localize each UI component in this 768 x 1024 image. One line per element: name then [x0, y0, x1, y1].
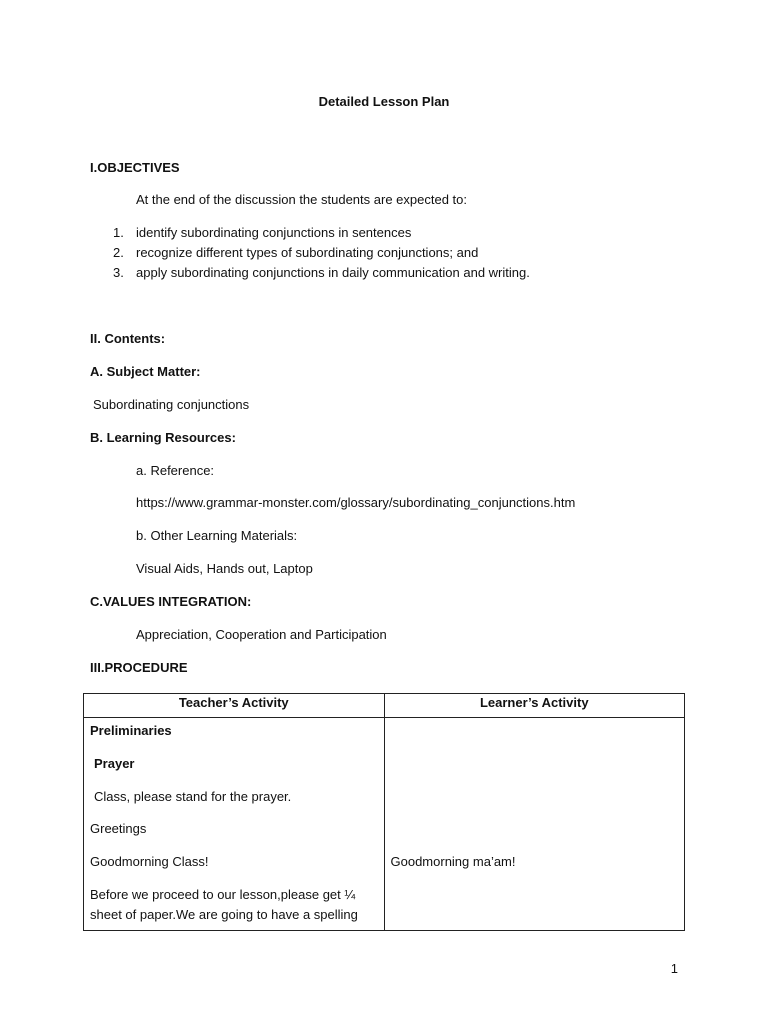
objectives-intro: At the end of the discussion the students are expected to: [136, 192, 467, 207]
list-item-number: 1. [113, 225, 124, 240]
table-header-row [84, 694, 685, 718]
proceed-text-line-1: Before we proceed to our lesson,please get ¼ [90, 887, 356, 902]
prayer-label: Prayer [94, 756, 135, 771]
subject-matter-text: Subordinating conjunctions [93, 397, 250, 412]
greeting-text: Goodmorning Class! [90, 854, 209, 869]
proceed-text-line-2: sheet of paper.We are going to have a spelling [90, 907, 358, 922]
learner-activity-header: Learner’s Activity [384, 694, 685, 718]
reference-label: a. Reference: [136, 463, 215, 478]
objectives-heading: I.OBJECTIVES [90, 160, 180, 175]
list-item [0, 265, 768, 281]
greeting-reply-text: Goodmorning ma’am! [390, 854, 516, 869]
list-item-text: apply subordinating conjunctions in daily communication and writing. [136, 265, 530, 280]
preliminaries-label: Preliminaries [90, 723, 172, 738]
list-item-number: 3. [113, 265, 124, 280]
reference-url[interactable]: https://www.grammar-monster.com/glossary/subordinating_conjunctions.htm [136, 495, 576, 510]
procedure-table [83, 693, 685, 931]
values-integration-heading: C.VALUES INTEGRATION: [90, 594, 252, 609]
values-integration-text: Appreciation, Cooperation and Participation [136, 627, 387, 642]
materials-label: b. Other Learning Materials: [136, 528, 298, 543]
list-item-number: 2. [113, 245, 124, 260]
list-item [0, 225, 768, 241]
list-item [0, 245, 768, 261]
list-item-text: identify subordinating conjunctions in sentences [136, 225, 412, 240]
procedure-heading: III.PROCEDURE [90, 660, 188, 675]
learning-resources-heading: B. Learning Resources: [90, 430, 236, 445]
list-item-text: recognize different types of subordinating conjunctions; and [136, 245, 479, 260]
subject-matter-heading: A. Subject Matter: [90, 364, 201, 379]
prayer-text: Class, please stand for the prayer. [94, 789, 292, 804]
contents-heading: II. Contents: [90, 331, 166, 346]
materials-text: Visual Aids, Hands out, Laptop [136, 561, 313, 576]
table-row [84, 718, 685, 931]
page-number: 1 [670, 961, 678, 976]
document-title: Detailed Lesson Plan [318, 94, 450, 109]
teacher-activity-cell [84, 718, 385, 931]
teacher-activity-header: Teacher’s Activity [84, 694, 385, 718]
greetings-label: Greetings [90, 821, 147, 836]
learner-activity-cell [384, 718, 685, 931]
